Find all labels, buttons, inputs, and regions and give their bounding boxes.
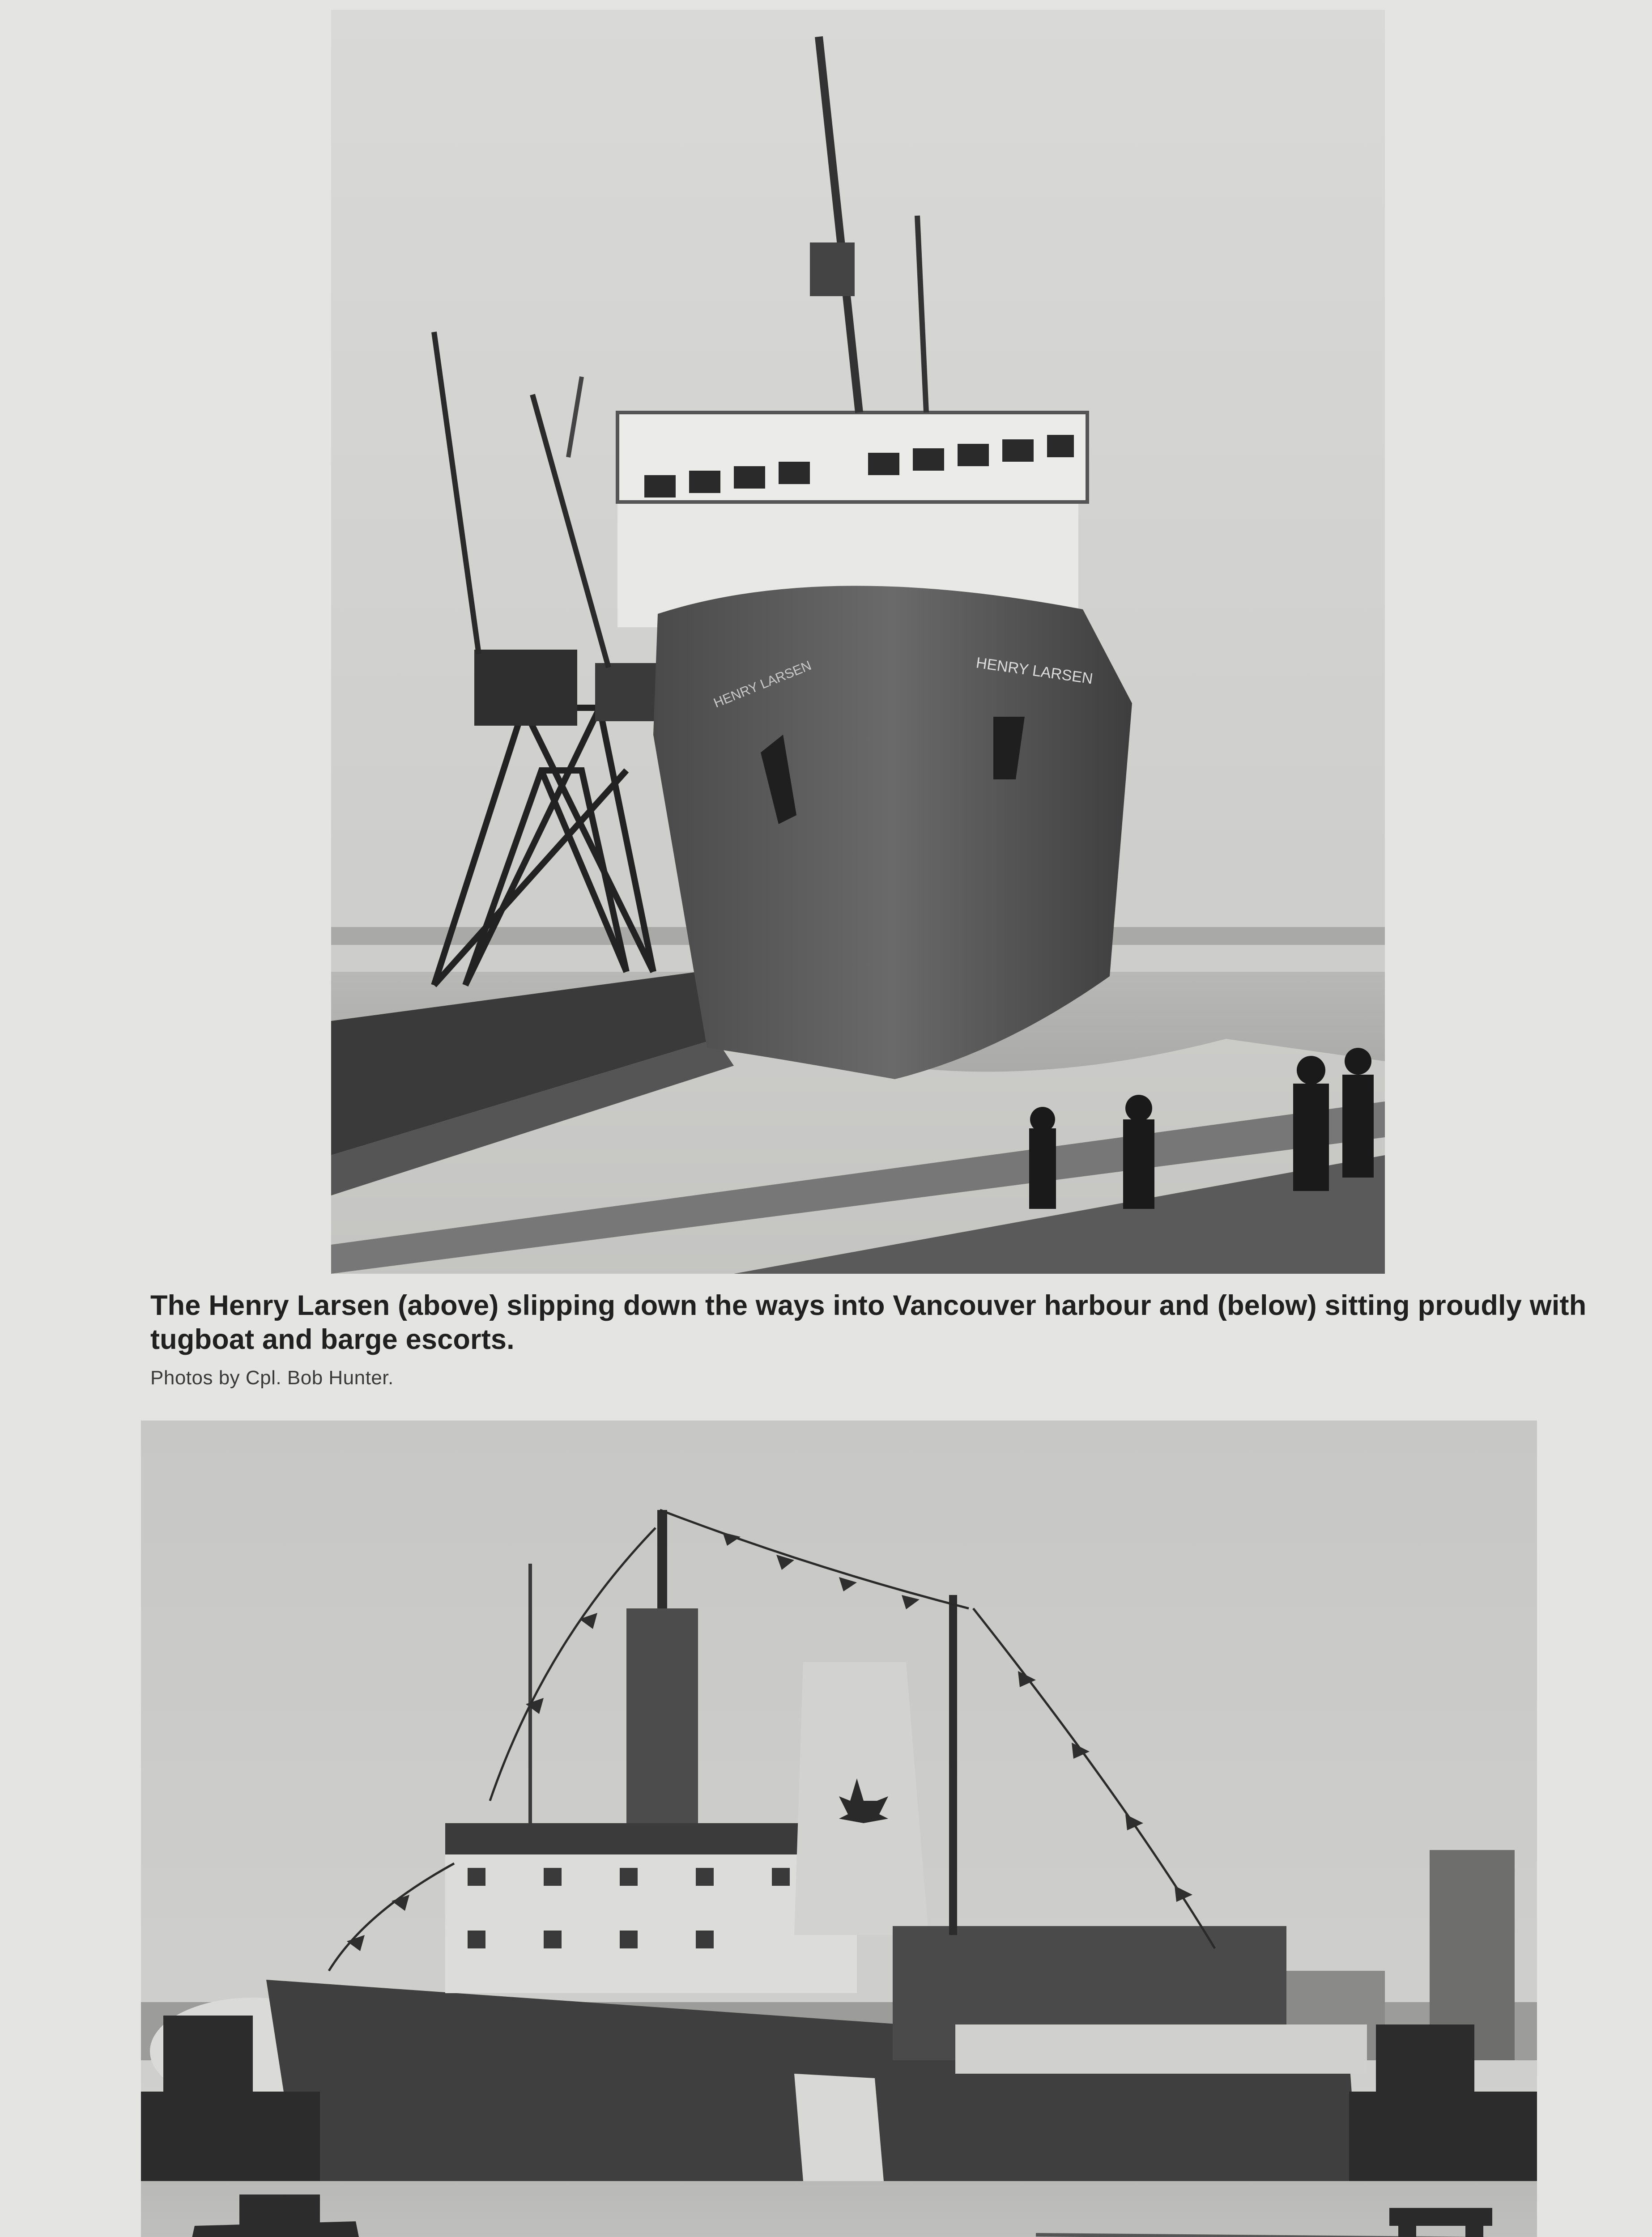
harbour-photo bbox=[141, 1420, 1537, 2237]
launch-photo-drawing bbox=[331, 10, 1385, 1274]
harbour-photo-drawing bbox=[141, 1420, 1537, 2237]
hull-lettering-right: HENRY LARSEN bbox=[975, 654, 1094, 688]
launch-photo bbox=[331, 10, 1385, 1274]
photo-credit: Photos by Cpl. Bob Hunter. bbox=[150, 1367, 394, 1389]
hull-lettering-left: HENRY LARSEN bbox=[711, 658, 814, 711]
photo-caption: The Henry Larsen (above) slipping down the ways into Vancouver harbour and (below) sitting proudly with tugboat and barge escorts. bbox=[150, 1290, 1587, 1355]
